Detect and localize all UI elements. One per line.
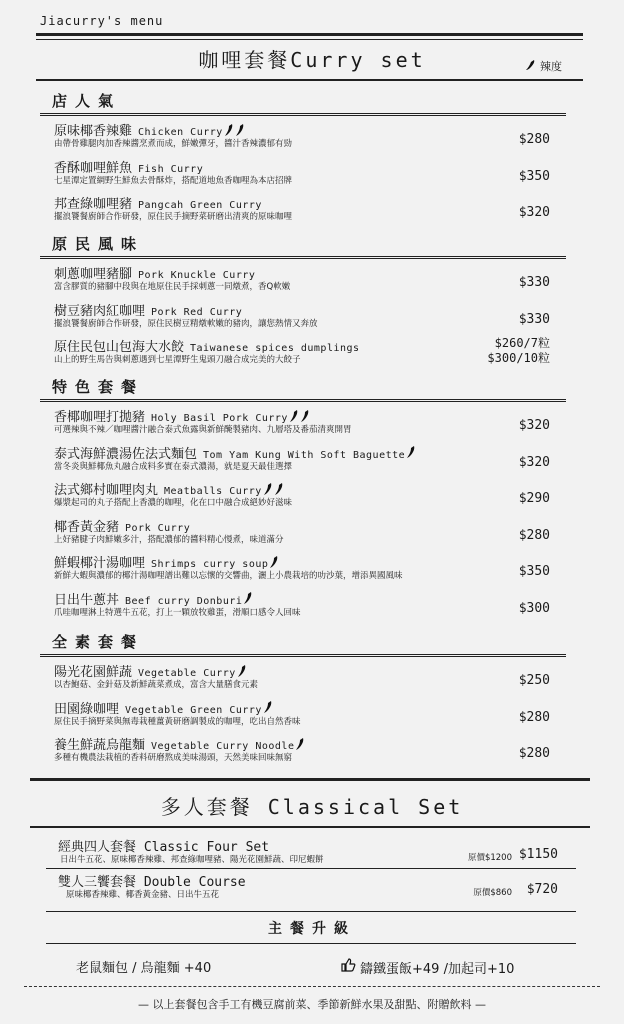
set-original-price: 原價$860: [473, 888, 512, 898]
section-title: 原民風味: [52, 235, 145, 253]
page-title: 咖哩套餐Curry set: [198, 48, 426, 72]
section-title: 全素套餐: [52, 633, 145, 651]
section-rule-double: [40, 401, 566, 402]
chili-icon: [525, 59, 537, 74]
item-name-en: Vegetable Curry Noodle: [151, 741, 295, 752]
section-title: 特色套餐: [52, 378, 145, 396]
item-price: $350: [518, 168, 550, 184]
item-name-en: Pork Red Curry: [151, 306, 243, 318]
footer-note: — 以上套餐包含手工有機豆腐前菜、季節新鮮水果及甜點、附贈飲料 —: [138, 998, 486, 1011]
item-name-zh: 原味椰香辣雞: [54, 124, 133, 139]
item-price: $300: [518, 600, 550, 616]
set-description: 原味椰香辣雞、椰香黃金豬、日出牛五花: [66, 890, 220, 900]
menu-item: [54, 552, 550, 588]
menu-item: [54, 479, 550, 515]
set-divider: [46, 868, 576, 869]
section-rule: [40, 399, 566, 400]
set-item: [58, 871, 558, 905]
item-name-zh: 刺蔥咖哩豬腳: [54, 267, 133, 282]
set-name: 經典四人套餐 Classic Four Set: [58, 840, 270, 855]
item-description: 爪哇咖哩淋上特選牛五花，打上一顆放牧雞蛋，滑順口感令人回味: [54, 607, 301, 618]
item-description: 山上的野生馬告與刺蔥遇到七星潭野生鬼頭刀融合成完美的大餃子: [54, 355, 301, 365]
item-description: 當冬炎與鮮椰魚丸融合成料多實在泰式濃湯，就是夏天最佳選擇: [54, 461, 293, 472]
top-rule: [36, 33, 583, 36]
item-description: 擺浪饕餐廚師合作研發，原住民手摘野菜研磨出清爽的原味咖哩: [54, 212, 293, 222]
item-name-zh: 香椰咖哩打拋豬: [54, 410, 146, 425]
item-price: $280: [518, 132, 550, 147]
spice-legend: [525, 58, 562, 74]
item-price: $280: [518, 746, 550, 761]
brand-name: Jiacurry's menu: [40, 14, 164, 28]
upgrade-title: 主餐升級: [268, 921, 356, 937]
upgrade-rice: [340, 957, 514, 977]
item-name-zh: 鮮蝦椰汁湯咖哩: [54, 556, 146, 571]
item-name-zh: 原住民包山包海大水餃: [54, 340, 185, 355]
item-description: 可選辣與不辣／咖哩醬汁融合泰式魚露與新鮮醃製豬肉、九層塔及番茄清爽開胃: [54, 425, 352, 435]
menu-item: [54, 336, 550, 372]
menu-item: [54, 734, 550, 770]
item-description: 多種有機農法栽植的香料研磨熬成美味湯頭，天然美味回味無窮: [54, 753, 293, 763]
set-title: 多人套餐 Classical Set: [160, 795, 464, 819]
item-price: $330: [518, 311, 550, 327]
menu-item: [54, 589, 550, 625]
item-name-zh: 養生鮮蔬烏龍麵: [54, 738, 146, 753]
item-name-en: Shrimps curry soup: [151, 559, 269, 570]
set-description: 日出牛五花、原味椰香辣雞、邦查綠咖哩豬、陽光花園鮮蔬、印尼蝦餅: [60, 855, 324, 865]
item-name-en: Holy Basil Pork Curry: [151, 413, 288, 424]
item-description: 原住民手摘野菜與無毒栽種薑黃研磨調製成的咖哩，吃出自然香味: [54, 716, 301, 727]
item-name-en: Vegetable Curry: [138, 668, 236, 679]
item-name-zh: 邦查綠咖哩豬: [54, 197, 133, 212]
item-description: 擺浪饕餐廚師合作研發，原住民樹豆精燉軟嫩的豬肉，讓您熱情又奔放: [54, 318, 318, 329]
item-name-en: Fish Curry: [138, 163, 204, 175]
menu-item: [54, 516, 550, 552]
item-description: 上好豬腱子肉鮮嫩多汁，搭配濃郁的醬料精心慢煮，味道滿分: [54, 534, 284, 545]
item-name-en: Pork Knuckle Curry: [138, 270, 256, 281]
item-price: $250: [518, 673, 550, 688]
item-name-en: Vegetable Green Curry: [125, 704, 262, 716]
section-title: 店人氣: [52, 92, 122, 110]
upgrade-rice-label: 鑄鐵蛋飯+49 /加起司+10: [360, 961, 515, 977]
item-price: [487, 336, 550, 366]
menu-item: [54, 157, 550, 193]
item-name-en: Chicken Curry: [138, 127, 223, 138]
item-name-en: Tom Yam Kung With Soft Baguette: [203, 449, 406, 461]
section-rule-double: [40, 258, 566, 259]
section-rule-double: [40, 656, 566, 657]
item-price: $330: [518, 275, 550, 290]
item-name-zh: 樹豆豬肉紅咖哩: [54, 303, 146, 319]
item-description: 由帶骨雞腿肉加香辣醬烹煮而成，鮮嫩彈牙，醬汁香辣濃郁有勁: [54, 139, 293, 149]
menu-item: [54, 698, 550, 734]
item-price: $350: [518, 564, 550, 579]
top-rule-thin: [36, 39, 583, 40]
set-rule-top: [30, 778, 590, 781]
item-name-zh: 法式鄉村咖哩肉丸: [54, 483, 159, 498]
title-rule: [36, 79, 583, 81]
upgrade-noodles: 老鼠麵包 / 烏龍麵 +40: [76, 961, 212, 976]
item-price-10: $300/10粒: [487, 351, 550, 365]
item-description: 爆漿起司的丸子搭配上香濃的咖哩，化在口中融合成絕妙好滋味: [54, 498, 293, 508]
set-price: $720: [526, 882, 558, 897]
item-name-zh: 田園綠咖哩: [54, 701, 120, 717]
set-price: $1150: [518, 847, 558, 862]
menu-item: [54, 120, 550, 156]
menu-item: [54, 443, 550, 479]
item-name-en: Meatballs Curry: [164, 486, 262, 497]
upgrade-rule-top: [46, 911, 576, 912]
item-name-zh: 泰式海鮮濃湯佐法式麵包: [54, 446, 198, 462]
item-name-zh: 香酥咖哩鮮魚: [54, 160, 133, 176]
item-name-en: Pangcah Green Curry: [138, 200, 262, 211]
item-description: 以杏鮑菇、金針菇及新鮮蔬菜煮成，富含大量膳食元素: [54, 680, 259, 690]
item-price: $280: [518, 527, 550, 543]
section-rule: [40, 113, 566, 114]
set-original-price: 原價$1200: [467, 853, 512, 863]
menu-item: [54, 300, 550, 336]
chili-icon: [296, 738, 305, 754]
menu-item: [54, 193, 550, 229]
set-name: 雙人三饗套餐 Double Course: [58, 875, 246, 890]
item-description: 富含膠質的豬腳中段與在地原住民手採刺蔥一同燉煮，香Q軟嫩: [54, 282, 291, 292]
section-rule: [40, 654, 566, 655]
item-name-en: Taiwanese spices dumplings: [190, 343, 360, 354]
section-rule-double: [40, 115, 566, 116]
spice-legend-label: 辣度: [540, 60, 562, 73]
item-name-en: Pork Curry: [125, 522, 191, 534]
set-rule-bottom: [30, 826, 590, 828]
item-price: $280: [518, 709, 550, 725]
section-rule: [40, 256, 566, 257]
item-name-en: Beef curry Donburi: [125, 595, 243, 607]
menu-item: [54, 263, 550, 299]
upgrade-rule-bottom: [46, 943, 576, 944]
footer-divider: [24, 986, 600, 987]
set-item: [58, 836, 558, 870]
item-name-zh: 陽光花園鮮蔬: [54, 665, 133, 680]
item-description: 七星潭定置網野生鮮魚去骨酥炸，搭配道地魚香咖哩為本店招牌: [54, 175, 293, 186]
item-price-7: $260/7粒: [494, 336, 550, 350]
menu-item: [54, 406, 550, 442]
item-price: $290: [518, 491, 550, 506]
item-name-zh: 日出牛蔥丼: [54, 592, 120, 608]
item-price: $320: [518, 454, 550, 470]
menu-item: [54, 661, 550, 697]
chili-icon: [407, 446, 416, 462]
item-price: $320: [518, 205, 550, 220]
item-description: 新鮮大蝦與濃郁的椰汁湯咖哩譜出難以忘懷的交響曲，灑上小農栽培的叻沙葉，增添異國風味: [54, 571, 403, 581]
item-price: $320: [518, 418, 550, 433]
item-name-zh: 椰香黃金豬: [54, 519, 120, 535]
thumbs-up-icon: [340, 957, 356, 977]
